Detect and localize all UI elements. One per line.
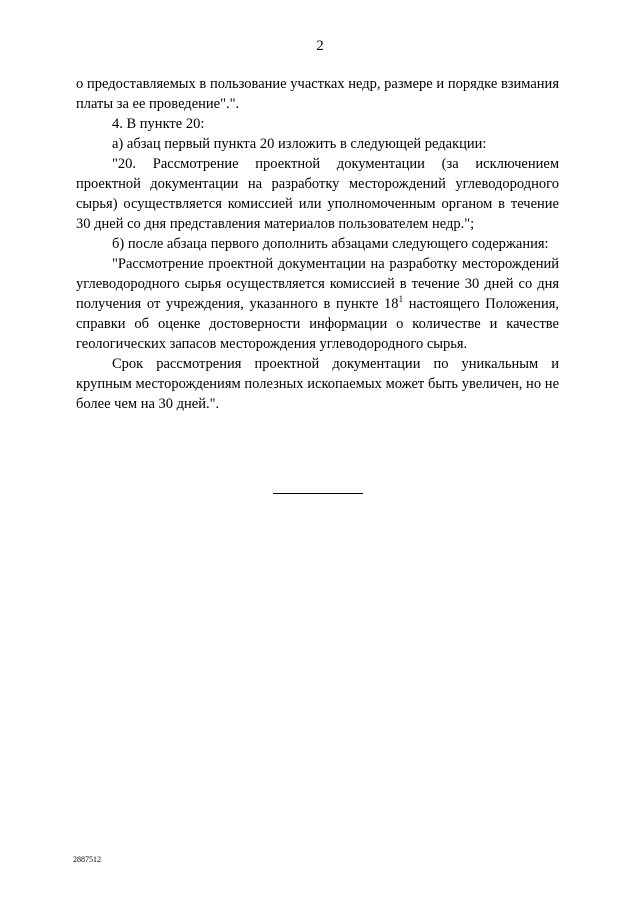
end-rule [273, 493, 363, 494]
paragraph-item-4: 4. В пункте 20: [112, 116, 205, 132]
page-number: 2 [316, 38, 324, 54]
paragraph-subitem-b: б) после абзаца первого дополнить абзацами следующего содержания: [112, 236, 549, 252]
paragraph-review-term: Срок рассмотрения проектной документации по уникальным и крупным месторождениям полезных ископаемых может быть увеличен, но не более чем на 30 дней.". [76, 356, 559, 412]
paragraph-subitem-a: а) абзац первый пункта 20 изложить в следующей редакции: [112, 136, 487, 152]
paragraph-continuation: о предоставляемых в пользование участках недр, размере и порядке взимания платы за ее проведение".". [76, 76, 559, 112]
document-code: 2887512 [73, 855, 101, 864]
paragraph-quoted-review [76, 254, 559, 354]
paragraph-text-after: настоящего Положения, справки об оценке достоверности информации о количестве и качестве геологических запасов месторождения углеводородного сырья. [76, 296, 559, 352]
paragraph-text-before: "Рассмотрение проектной документации на разработку месторождений углеводородного сырья осуществляется комиссией в течение 30 дней со дня получения от учреждения, указанного в пункте 18 [76, 256, 559, 312]
footnote-superscript: 1 [398, 294, 404, 305]
paragraph-quoted-20: "20. Рассмотрение проектной документации (за исключением проектной документации на разработку месторождений углеводородного сырья) осуществляется комиссией или уполномоченным органом в течение 30 дней со дня представления материалов пользователем недр."; [76, 156, 559, 232]
document-body [76, 74, 559, 414]
